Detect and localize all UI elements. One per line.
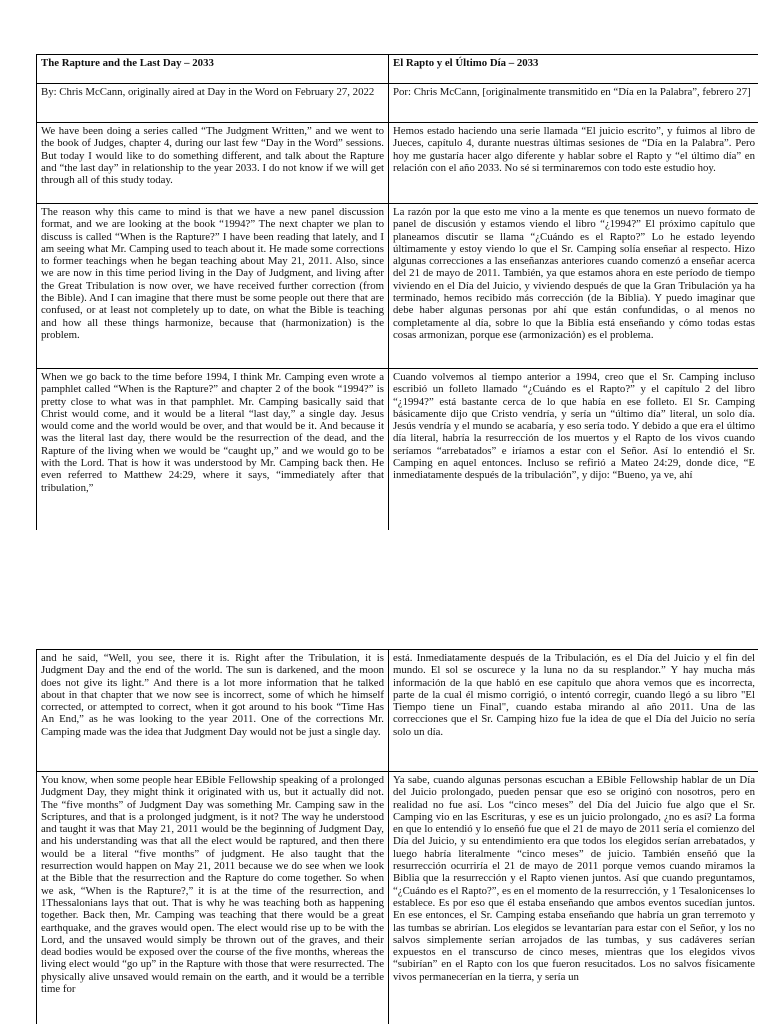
title-english: The Rapture and the Last Day – 2033 [37,55,389,84]
table-row [37,772,759,1024]
paragraph-spanish: Hemos estado haciendo una serie llamada “El juicio escrito”, y fuimos al libro de Jueces, capítulo 4, durante nuestras últimas sesiones de “Día en la Palabra”. Pero hoy me gustaría hacer algo diferente y hablar sobre el Rapto y “el último día” en relación con el año 2033. No sé si terminaremos con todo este estudio hoy. [389,123,759,204]
table-row [37,55,759,84]
title-spanish: El Rapto y el Último Día – 2033 [389,55,759,84]
paragraph-english: When we go back to the time before 1994, I think Mr. Camping even wrote a pamphlet called “When is the Rapture?” and chapter 2 of the book “1994?” is pretty close to what was in that pamphlet. Mr. Camping basically said that Christ would come, and it would be a literal “last day,” a single day. Jesus would come and the world would be over, and that would be it. And because it was the literal last day, there would be the resurrection of the dead, and the Rapture of the living when we would be “caught up,” and we would go to be with the Lord. That is how it was understood by Mr. Camping back then. He even referred to Matthew 24:29, where it says, “immediately after that tribulation,” [37,369,389,531]
paragraph-english: You know, when some people hear EBible Fellowship speaking of a prolonged Judgment Day, they might think it originated with us, but it actually did not. The “five months” of Judgment Day was something Mr. Camping saw in the Scriptures, and that is a prolonged judgment, is it not? The way he understood and taught it was that May 21, 2011 would be the beginning of Judgment Day, and his understanding was that all the elect would be raptured, and then there would be a literal “five months” of judgment. He also taught that the resurrection would happen on May 21, 2011 because we do see when we look at the Bible that the resurrection and the Rapture do come together. So when we ask, “When is the Rapture?,” it is at the time of the resurrection, and 1Thessalonians lays that out. That is why he was teaching both as happening together. Back then, Mr. Camping was teaching that there would be a great earthquake, and the graves would open. The elect would rise up to be with the Lord, and the unsaved would simply be thrown out of the graves, and their dead bodies would be exposed over the course of the five months, whereas the living elect would “go up” in the Rapture with those that were resurrected. The physically alive unsaved would remain on the earth, and it would be a terrible time for [37,772,389,1024]
paragraph-spanish: Cuando volvemos al tiempo anterior a 1994, creo que el Sr. Camping incluso escribió un folleto llamado “¿Cuándo es el Rapto?” y el capítulo 2 del libro “¿1994?” está bastante cerca de lo que había en ese folleto. El Sr. Camping básicamente dijo que Cristo vendría, y sería un “último día” literal, un solo día. Jesús vendría y el mundo se acabaría, y eso sería todo. Y debido a que era el último día literal, habría la resurrección de los muertos y el Rapto de los vivos cuando seríamos “arrebatados” e iríamos a estar con el Señor. Así lo entendió el Sr. Camping en aquel entonces. Incluso se refirió a Mateo 24:29, donde dice, “E inmediatamente después de la tribulación”, y dijo: “Bueno, ya ve, ahí [389,369,759,531]
paragraph-english: and he said, “Well, you see, there it is. Right after the Tribulation, it is Judgment Day and the end of the world. The sun is darkened, and the moon does not give its light.” And there is a lot more information that he talked about in that chapter that we now see is incorrect, some of which he himself corrected, or attempted to correct, when it got around to his book “Time Has An End,” as he was looking to the year 2011. One of the corrections Mr. Camping made was the idea that Judgment Day would not be just a single day. [37,650,389,772]
table-row [37,123,759,204]
table-row [37,204,759,369]
byline-spanish: Por: Chris McCann, [originalmente transmitido en “Día en la Palabra”, febrero 27] [389,84,759,123]
table-row [37,650,759,772]
document-page-2 [36,649,758,1024]
paragraph-english: The reason why this came to mind is that we have a new panel discussion format, and we are looking at the book “1994?” The next chapter we plan to discuss is called “When is the Rapture?” I have been reading that lately, and I am seeing what Mr. Camping used to teach about it. He made some corrections to former teachings when he began teaching about May 21, 2011. Also, since we are now in this time period living in the Day of Judgment, and living after the Great Tribulation is now over, we have received further correction (from the Bible). And I can imagine that there must be some people out there that are confused, or at least not completely up to date, on what the Bible is teaching and how all these things harmonize, because that (harmonization) is the problem. [37,204,389,369]
paragraph-spanish: Ya sabe, cuando algunas personas escuchan a EBible Fellowship hablar de un Día del Juicio prolongado, pueden pensar que eso se originó con nosotros, pero en realidad no fue así. Los “cinco meses” del Día del Juicio fue algo que el Sr. Camping vio en las Escrituras, y ese es un juicio prolongado, ¿no es así? La forma en que lo entendió y lo enseñó fue que el 21 de mayo de 2011 sería el comienzo del Día del Juicio, y su entendimiento era que todos los elegidos serían arrebatados, y luego habría literalmente “cinco meses” de juicio. También enseñó que la resurrección ocurriría el 21 de mayo de 2011 porque vemos cuando miramos la Biblia que la resurrección y el Rapto vienen juntos. Así que cuando preguntamos, “¿Cuándo es el Rapto?”, es en el momento de la resurrección, y 1 Tesalonicenses lo establece. Es por eso que él estaba enseñando que ambos eventos sucedían juntos. En ese entonces, el Sr. Camping estaba enseñando que habría un gran terremoto y las tumbas se abrirían. Los elegidos se levantarían para estar con el Señor, y los no salvos simplemente serían arrojados de las tumbas, y sus cadáveres serían expuestos en el transcurso de cinco meses, mientras que los elegidos vivos “subirían” en el Rapto con los que fueron resucitados. Los no salvos físicamente vivos permanecerían en la tierra, y sería un [389,772,759,1024]
document-page-1 [36,54,758,530]
table-row [37,84,759,123]
bilingual-table-page-2 [36,649,758,1024]
table-row [37,369,759,531]
paragraph-english: We have been doing a series called “The Judgment Written,” and we went to the book of Judges, chapter 4, during our last few “Day in the Word” sessions. But today I would like to do something different, and talk about the Rapture and “the last day” in relationship to the year 2033. I do not know if we will get through all of this study today. [37,123,389,204]
paragraph-spanish: La razón por la que esto me vino a la mente es que tenemos un nuevo formato de panel de discusión y estamos viendo el libro “¿1994?” El próximo capítulo que planeamos discutir se llama “¿Cuándo es el Rapto?” Lo he estado leyendo últimamente y estoy viendo lo que el Sr. Camping solía enseñar al respecto. Hizo algunas correcciones a las enseñanzas anteriores cuando comenzó a enseñar acerca del 21 de mayo de 2011. También, ya que estamos ahora en este período de tiempo viviendo en el Día del Juicio, y viviendo después de que la Gran Tribulación ya ha terminado, hemos recibido más corrección (de la Biblia). Y puedo imaginar que debe haber algunas personas por ahí que están confundidas, o al menos no completamente al día, sobre lo que la Biblia está enseñando y cómo todas estas cosas armonizan, porque ese (armonización) es el problema. [389,204,759,369]
paragraph-spanish: está. Inmediatamente después de la Tribulación, es el Día del Juicio y el fin del mundo. El sol se oscurece y la luna no da su resplandor.” Y hay mucha más información de la que habló en ese capítulo que ahora vemos que es incorrecta, parte de la cual él mismo corrigió, o intentó corregir, cuando llegó a su libro "El Tiempo tiene un Final", cuando estaba mirando al año 2011. Una de las correcciones que el Sr. Camping hizo fue la idea de que el Día del Juicio no sería solo un día. [389,650,759,772]
byline-english: By: Chris McCann, originally aired at Day in the Word on February 27, 2022 [37,84,389,123]
bilingual-table-page-1 [36,54,758,530]
